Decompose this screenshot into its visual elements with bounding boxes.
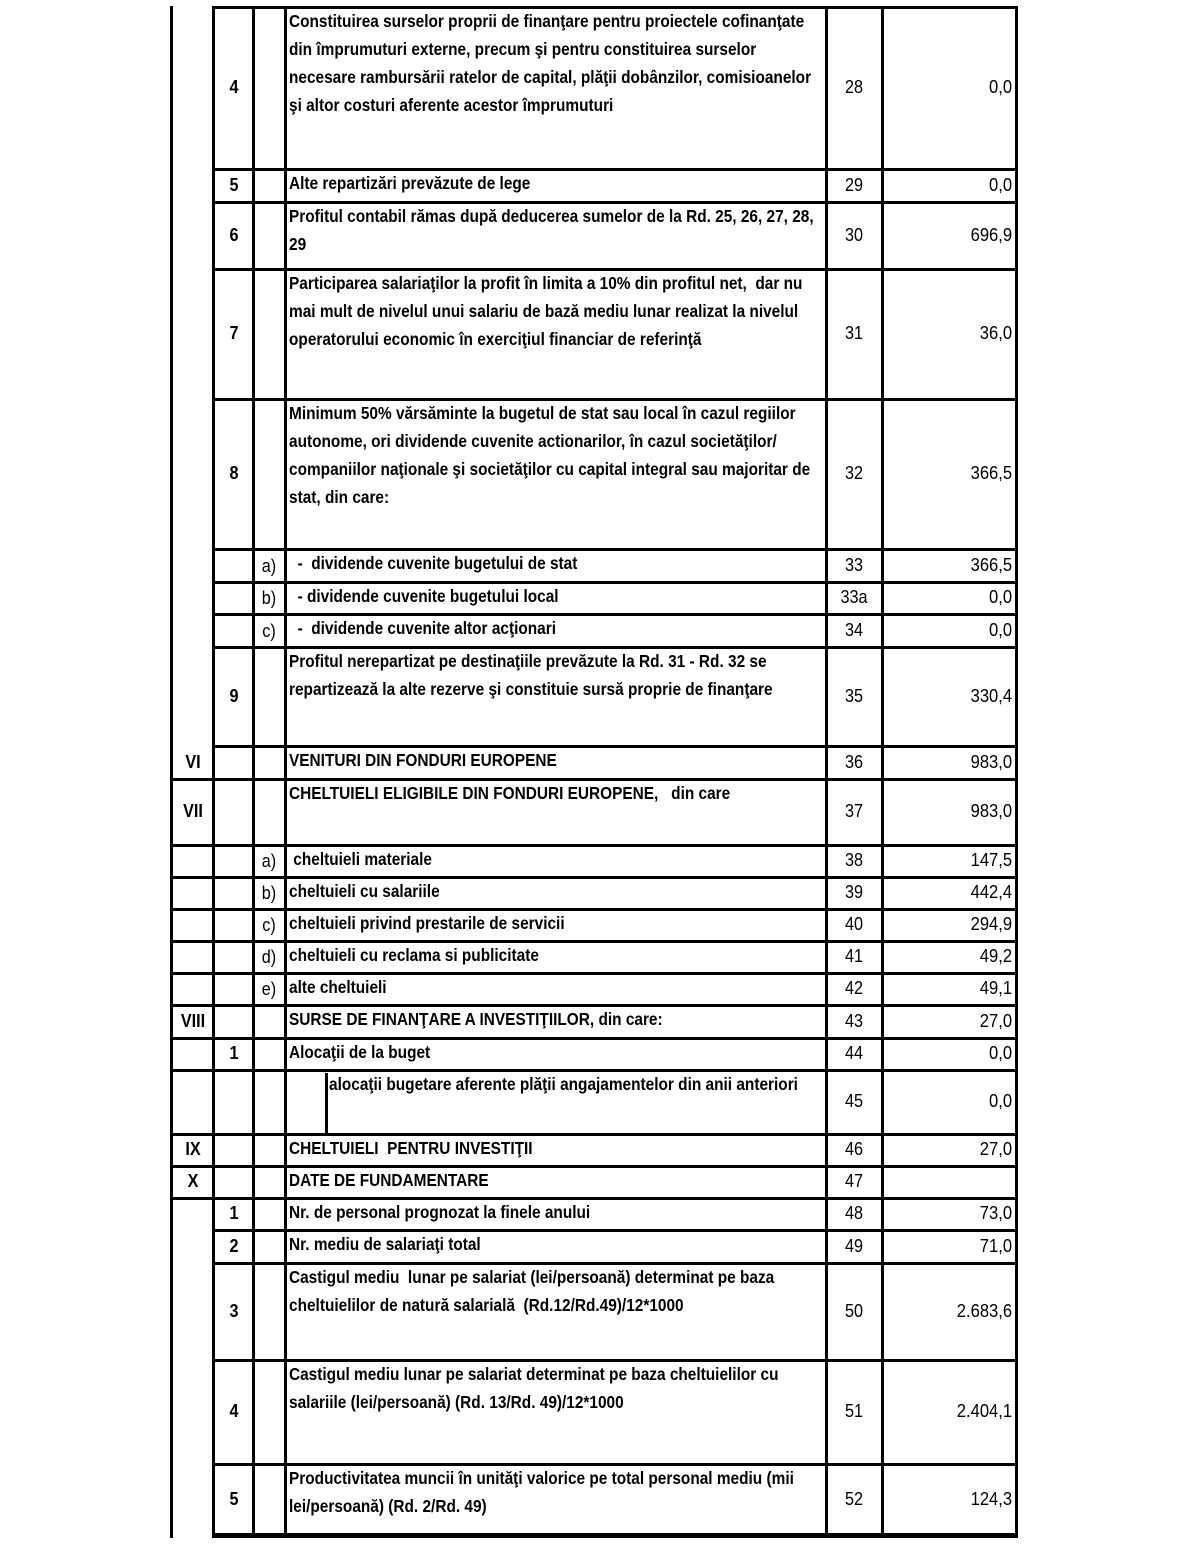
row-description: Castigul mediu lunar pe salariat (lei/persoană) determinat pe baza cheltuielilor de natură salarială (Rd.12/Rd.49)/12*1000	[289, 1267, 779, 1315]
row-code: 49	[844, 1235, 864, 1256]
row-value: 27,0	[979, 1010, 1012, 1031]
row-description: CHELTUIELI ELIGIBILE DIN FONDURI EUROPENE, din care	[289, 783, 731, 803]
col-separator	[252, 1359, 255, 1465]
col-separator	[212, 168, 215, 203]
row-value: 0,0	[988, 587, 1012, 607]
col-separator	[284, 844, 287, 878]
row-code: 34	[844, 619, 864, 640]
row-value: 73,0	[979, 1203, 1012, 1223]
row-code: 46	[844, 1139, 864, 1159]
col-separator	[881, 1069, 884, 1135]
roman-numeral: VI	[185, 751, 201, 772]
col-separator	[1015, 1262, 1018, 1361]
col-separator	[825, 972, 828, 1006]
row-value: 330,4	[970, 685, 1012, 706]
col-separator	[212, 1229, 215, 1264]
row-number: 8	[229, 463, 239, 483]
col-separator	[1015, 1359, 1018, 1465]
col-separator	[881, 1229, 884, 1264]
col-separator	[252, 1037, 255, 1071]
col-separator	[881, 1463, 884, 1537]
col-separator	[252, 1133, 255, 1167]
col-separator	[1015, 581, 1018, 615]
col-separator	[825, 844, 828, 878]
col-separator	[252, 745, 255, 780]
col-separator	[212, 1133, 215, 1167]
row-code: 41	[844, 946, 864, 966]
row-code: 45	[844, 1091, 864, 1111]
row-letter: b)	[261, 883, 277, 903]
row-description: Profitul contabil rămas după deducerea sumelor de la Rd. 25, 26, 27, 28, 29	[289, 206, 818, 254]
col-separator	[252, 778, 255, 846]
col-separator	[212, 1069, 215, 1135]
col-separator	[881, 268, 884, 400]
col-separator	[252, 1069, 255, 1135]
col-separator	[284, 908, 287, 942]
row-description: VENITURI DIN FONDURI EUROPENE	[289, 750, 557, 770]
col-separator	[1015, 398, 1018, 550]
col-separator	[881, 613, 884, 648]
row-description: Profitul nerepartizat pe destinaţiile prevăzute la Rd. 31 - Rd. 32 se repartizează la alte rezerve şi constituie sursă proprie de finanţare	[289, 651, 773, 699]
col-separator	[825, 908, 828, 942]
col-separator	[284, 1463, 287, 1537]
col-separator	[881, 844, 884, 878]
row-description: DATE DE FUNDAMENTARE	[289, 1170, 489, 1190]
col-separator	[252, 613, 255, 648]
col-separator	[881, 398, 884, 550]
col-separator	[1015, 1004, 1018, 1039]
row-value: 983,0	[970, 801, 1012, 821]
row-value: 2.404,1	[956, 1401, 1012, 1421]
row-value: 983,0	[970, 751, 1012, 772]
col-separator	[1015, 778, 1018, 846]
row-description: alte cheltuieli	[289, 977, 387, 997]
col-separator	[825, 6, 828, 170]
col-separator	[1015, 972, 1018, 1006]
row-code: 51	[844, 1401, 864, 1421]
col-separator	[252, 908, 255, 942]
row-number: 9	[229, 685, 239, 706]
row-number: 5	[229, 1489, 239, 1509]
row-number: 1	[229, 1043, 239, 1063]
col-separator	[1015, 268, 1018, 400]
col-separator	[1015, 613, 1018, 648]
col-separator	[284, 1133, 287, 1167]
row-code: 33a	[840, 587, 868, 607]
row-code: 42	[844, 978, 864, 998]
col-separator	[252, 1262, 255, 1361]
col-separator	[252, 940, 255, 974]
col-separator	[881, 168, 884, 203]
col-separator	[881, 1197, 884, 1231]
row-description: Castigul mediu lunar pe salariat determinat pe baza cheltuielilor cu salariile (lei/persoană) (Rd. 13/Rd. 49)/12*1000	[289, 1364, 783, 1412]
row-value: 36,0	[979, 323, 1012, 343]
col-separator	[284, 168, 287, 203]
col-separator	[825, 1197, 828, 1231]
col-separator	[1015, 844, 1018, 878]
col-separator	[1015, 201, 1018, 270]
col-separator	[1015, 1133, 1018, 1167]
col-separator	[825, 1463, 828, 1537]
col-separator	[1015, 876, 1018, 910]
col-separator	[252, 1463, 255, 1537]
col-separator	[284, 268, 287, 400]
row-number: 6	[229, 224, 239, 245]
col-separator	[825, 548, 828, 583]
col-separator	[881, 745, 884, 780]
col-separator	[284, 940, 287, 974]
col-separator	[212, 398, 215, 550]
col-separator	[881, 646, 884, 747]
row-value: 294,9	[970, 914, 1012, 934]
row-description: SURSE DE FINANŢARE A INVESTIŢIILOR, din care:	[289, 1009, 663, 1029]
col-separator	[212, 613, 215, 648]
col-separator	[284, 1359, 287, 1465]
col-separator	[881, 1262, 884, 1361]
row-description: cheltuieli materiale	[289, 849, 432, 869]
row-value: 442,4	[970, 882, 1012, 902]
row-letter: e)	[261, 979, 277, 999]
row-value: 49,2	[979, 946, 1012, 966]
col-separator	[284, 778, 287, 846]
col-separator	[252, 548, 255, 583]
col-separator	[825, 398, 828, 550]
row-letter: c)	[262, 915, 276, 935]
col-separator	[1015, 940, 1018, 974]
row-value: 2.683,6	[956, 1300, 1012, 1321]
row-value: 0,0	[988, 174, 1012, 195]
row-code: 52	[844, 1489, 864, 1509]
col-separator	[284, 613, 287, 648]
col-separator	[284, 1004, 287, 1039]
col-separator	[212, 1197, 215, 1231]
col-separator	[212, 844, 215, 878]
col-separator	[252, 6, 255, 170]
col-separator	[1015, 1197, 1018, 1231]
col-separator	[1015, 1463, 1018, 1537]
col-separator	[284, 1262, 287, 1361]
col-separator	[881, 1004, 884, 1039]
col-separator	[284, 1165, 287, 1199]
row-code: 37	[844, 801, 864, 821]
row-value: 0,0	[988, 619, 1012, 640]
col-separator	[881, 548, 884, 583]
row-code: 33	[844, 554, 864, 575]
col-separator	[212, 745, 215, 780]
row-description: Alte repartizări prevăzute de lege	[289, 173, 531, 193]
row-code: 40	[844, 914, 864, 934]
row-code: 35	[844, 685, 864, 706]
col-separator	[825, 1133, 828, 1167]
table-left-border	[170, 6, 173, 1538]
row-letter: b)	[261, 588, 277, 608]
col-separator	[252, 972, 255, 1006]
col-separator	[252, 1004, 255, 1039]
row-code: 30	[844, 224, 864, 245]
col-separator	[212, 581, 215, 615]
col-separator	[212, 6, 215, 170]
row-description: - dividende cuvenite bugetului local	[289, 586, 559, 606]
col-separator	[252, 646, 255, 747]
row-letter: c)	[262, 620, 276, 641]
col-separator	[284, 972, 287, 1006]
row-code: 44	[844, 1043, 864, 1063]
col-separator	[252, 168, 255, 203]
col-separator	[881, 778, 884, 846]
col-separator	[1015, 745, 1018, 780]
row-number: 3	[229, 1300, 239, 1321]
row-description: - dividende cuvenite altor acţionari	[289, 618, 557, 638]
col-separator	[881, 1359, 884, 1465]
row-number: 1	[229, 1203, 239, 1223]
row-number: 4	[229, 1401, 239, 1421]
col-separator	[284, 745, 287, 780]
col-separator	[881, 876, 884, 910]
row-value: 49,1	[979, 978, 1012, 998]
row-code: 43	[844, 1010, 864, 1031]
col-separator	[284, 1197, 287, 1231]
row-description: Alocaţii de la buget	[289, 1042, 431, 1062]
col-separator	[284, 646, 287, 747]
row-description: cheltuieli privind prestarile de servicii	[289, 913, 565, 933]
row-code: 29	[844, 174, 864, 195]
row-description: CHELTUIELI PENTRU INVESTIŢII	[289, 1138, 533, 1158]
row-code: 36	[844, 751, 864, 772]
col-separator	[825, 1037, 828, 1071]
col-separator	[825, 1165, 828, 1199]
col-separator	[825, 581, 828, 615]
col-separator	[212, 548, 215, 583]
col-separator	[1015, 1037, 1018, 1071]
col-separator	[825, 1262, 828, 1361]
col-separator	[212, 1037, 215, 1071]
col-separator	[825, 613, 828, 648]
col-separator	[284, 1037, 287, 1071]
col-separator	[252, 201, 255, 270]
roman-numeral: VII	[183, 801, 203, 821]
row-description: - dividende cuvenite bugetului de stat	[289, 553, 578, 573]
col-separator	[212, 268, 215, 400]
row-code: 32	[844, 463, 864, 483]
col-separator	[825, 876, 828, 910]
col-separator	[1015, 1229, 1018, 1264]
col-separator	[212, 1359, 215, 1465]
col-separator	[252, 268, 255, 400]
row-value: 147,5	[970, 850, 1012, 870]
col-separator	[284, 548, 287, 583]
col-separator	[825, 1069, 828, 1135]
row-number: 7	[229, 323, 239, 343]
row-number: 4	[229, 77, 239, 97]
row-description: cheltuieli cu salariile	[289, 881, 440, 901]
col-separator	[252, 1165, 255, 1199]
col-separator	[284, 201, 287, 270]
row-description: Nr. de personal prognozat la finele anului	[289, 1202, 591, 1222]
row-description: cheltuieli cu reclama si publicitate	[289, 945, 539, 965]
row-value: 366,5	[970, 554, 1012, 575]
col-separator	[881, 1037, 884, 1071]
row-letter: a)	[261, 555, 277, 576]
col-separator	[1015, 6, 1018, 170]
col-separator	[212, 876, 215, 910]
roman-numeral: IX	[185, 1139, 201, 1159]
col-separator	[825, 201, 828, 270]
col-separator	[825, 1359, 828, 1465]
col-separator	[252, 398, 255, 550]
row-code: 28	[844, 77, 864, 97]
col-separator	[825, 1004, 828, 1039]
col-separator	[825, 168, 828, 203]
col-separator	[825, 646, 828, 747]
col-separator	[881, 1165, 884, 1199]
row-value: 71,0	[979, 1235, 1012, 1256]
col-separator	[1015, 1165, 1018, 1199]
row-code: 39	[844, 882, 864, 902]
row-value: 0,0	[988, 77, 1012, 97]
col-separator	[252, 1197, 255, 1231]
col-separator	[881, 972, 884, 1006]
col-separator	[825, 778, 828, 846]
roman-numeral: X	[187, 1171, 199, 1191]
col-separator	[1015, 1069, 1018, 1135]
col-separator	[1015, 908, 1018, 942]
col-separator	[284, 1069, 287, 1135]
row-code: 31	[844, 323, 864, 343]
col-separator	[212, 778, 215, 846]
col-separator	[881, 6, 884, 170]
col-separator	[212, 972, 215, 1006]
col-separator	[212, 1004, 215, 1039]
col-separator	[825, 940, 828, 974]
col-separator	[881, 1133, 884, 1167]
col-separator	[284, 398, 287, 550]
col-separator	[825, 268, 828, 400]
row-description: Productivitatea muncii în unităţi valorice pe total personal mediu (mii lei/persoană) (Rd. 2/Rd. 49)	[289, 1468, 799, 1516]
row-value: 27,0	[979, 1139, 1012, 1159]
col-separator	[325, 1073, 328, 1135]
col-separator	[212, 940, 215, 974]
row-value: 0,0	[988, 1091, 1012, 1111]
col-separator	[212, 646, 215, 747]
row-value: 0,0	[988, 1043, 1012, 1063]
col-separator	[1015, 548, 1018, 583]
col-separator	[252, 876, 255, 910]
row-code: 47	[844, 1171, 864, 1191]
col-separator	[284, 6, 287, 170]
col-separator	[212, 1165, 215, 1199]
col-separator	[284, 876, 287, 910]
row-code: 48	[844, 1203, 864, 1223]
table-bottom-border	[212, 1533, 1018, 1536]
row-value: 124,3	[970, 1489, 1012, 1509]
col-separator	[212, 1262, 215, 1361]
col-separator	[881, 940, 884, 974]
row-number: 2	[229, 1235, 239, 1256]
row-value: 696,9	[970, 224, 1012, 245]
col-separator	[212, 1463, 215, 1537]
col-separator	[252, 581, 255, 615]
col-separator	[284, 581, 287, 615]
row-description: alocaţii bugetare aferente plăţii angajamentelor din anii anteriori	[329, 1074, 798, 1094]
row-letter: d)	[261, 947, 277, 967]
row-description: Minimum 50% vărsăminte la bugetul de stat sau local în cazul regiilor autonome, ori dividende cuvenite actionarilor, în cazul societăţilor/ companiilor naţionale şi societăţilor cu capital integral sau majoritar de stat, din care:	[289, 403, 815, 507]
col-separator	[881, 201, 884, 270]
row-code: 50	[844, 1300, 864, 1321]
row-description: Participarea salariaţilor la profit în limita a 10% din profitul net, dar nu mai mult de nivelul unui salariu de bază mediu lunar realizat la nivelul operatorului economic în exerciţiul financiar de referinţă	[289, 273, 807, 349]
col-separator	[252, 844, 255, 878]
col-separator	[825, 745, 828, 780]
col-separator	[212, 201, 215, 270]
col-separator	[825, 1229, 828, 1264]
col-separator	[881, 908, 884, 942]
row-description: Nr. mediu de salariaţi total	[289, 1234, 481, 1254]
col-separator	[252, 1229, 255, 1264]
col-separator	[1015, 168, 1018, 203]
col-separator	[881, 581, 884, 615]
col-separator	[212, 908, 215, 942]
col-separator	[1015, 646, 1018, 747]
row-description: Constituirea surselor proprii de finanţare pentru proiectele cofinanţate din împrumuturi externe, precum şi pentru constituirea surselor necesare rambursării ratelor de capital, plăţii dobânzilor, comisioanelor şi altor costuri aferente acestor împrumuturi	[289, 11, 816, 115]
row-number: 5	[229, 174, 239, 195]
row-letter: a)	[261, 851, 277, 871]
col-separator	[284, 1229, 287, 1264]
roman-numeral: VIII	[180, 1010, 206, 1031]
row-code: 38	[844, 850, 864, 870]
row-value: 366,5	[970, 463, 1012, 483]
